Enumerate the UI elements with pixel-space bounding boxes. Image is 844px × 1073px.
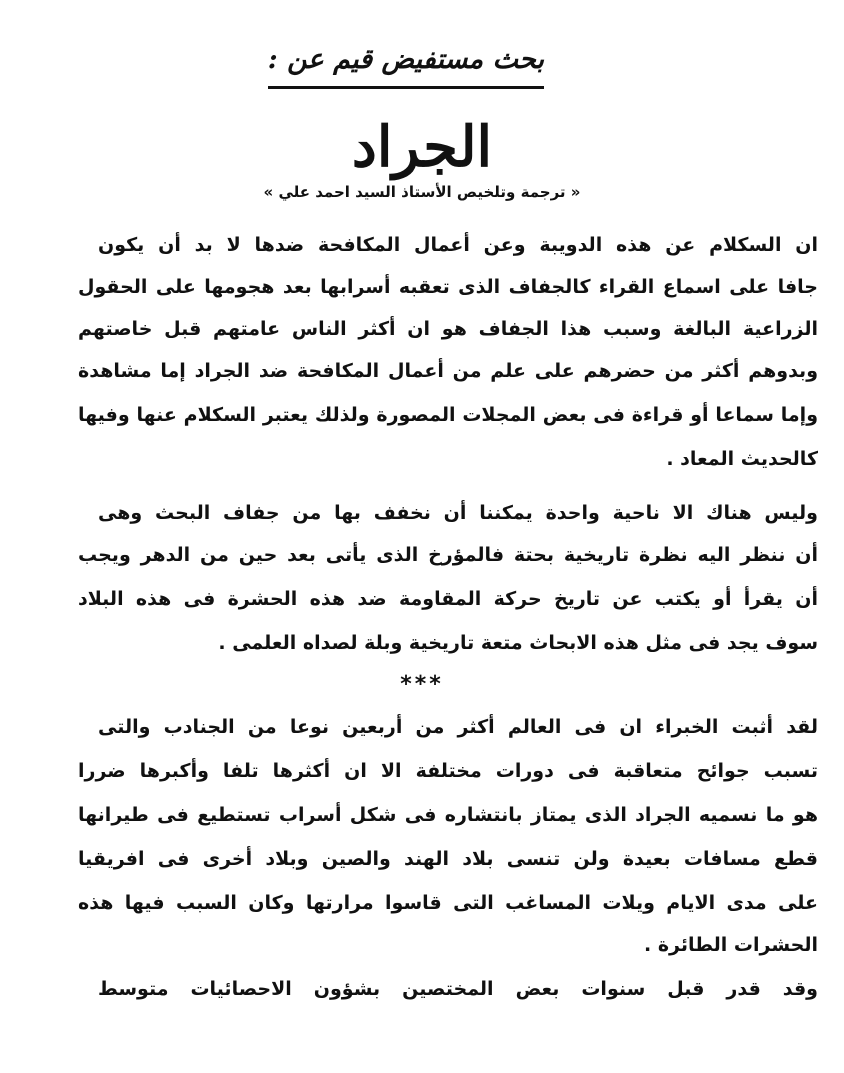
paragraph-1-line-4: وبدوهم أكثر من حضرهم على علم من أعمال المكافحة ضد الجراد إما مشاهدة bbox=[78, 360, 818, 382]
paragraph-2-line-4: سوف يجد فى مثل هذه الابحاث متعة تاريخية وبلة لصداه العلمى . bbox=[218, 632, 818, 654]
paragraph-3-line-3: هو ما نسميه الجراد الذى يمتاز بانتشاره فى شكل أسراب تستطيع فى طيرانها bbox=[78, 804, 818, 826]
paragraph-3-line-1: لقد أثبت الخبراء ان فى العالم أكثر من أربعين نوعا من الجنادب والتى bbox=[98, 716, 818, 738]
paragraph-3-line-2: تسبب جوائح متعاقبة فى دورات مختلفة الا ان أكثرها تلفا وأكبرها ضررا bbox=[78, 760, 818, 782]
article-byline: « ترجمة وتلخيص الأستاذ السيد احمد علي » bbox=[263, 183, 581, 201]
paragraph-1-line-3: الزراعية البالغة وسبب هذا الجفاف هو ان أكثر الناس عامتهم قبل خاصتهم bbox=[78, 318, 818, 340]
section-kicker: بحث مستفيض قيم عن : bbox=[268, 40, 544, 89]
paragraph-1-line-6: كالحديث المعاد . bbox=[666, 448, 818, 470]
paragraph-1-line-5: وإما سماعا أو قراءة فى بعض المجلات المصورة ولذلك يعتبر السكلام عنها وفيها bbox=[78, 404, 818, 426]
paragraph-3-line-6: الحشرات الطائرة . bbox=[643, 934, 818, 956]
paragraph-2-line-2: أن ننظر اليه نظرة تاريخية بحتة فالمؤرخ الذى يأتى بعد حين من الدهر ويجب bbox=[78, 544, 818, 566]
article-title: الجراد bbox=[351, 114, 493, 180]
paragraph-2-line-1: وليس هناك الا ناحية واحدة يمكننا أن نخفف بها من جفاف البحث وهى bbox=[98, 502, 818, 524]
paragraph-1-line-1: ان السكلام عن هذه الدويبة وعن أعمال المكافحة ضدها لا بد أن يكون bbox=[98, 234, 818, 256]
paragraph-3-line-5: على مدى الايام ويلات المساغب التى قاسوا مرارتها وكان السبب فيها هذه bbox=[78, 892, 818, 914]
paragraph-1-line-2: جافا على اسماع القراء كالجفاف الذى تعقبه أسرابها بعد هجومها على الحقول bbox=[78, 276, 818, 298]
paragraph-2-line-3: أن يقرأ أو يكتب عن تاريخ حركة المقاومة ضد هذه الحشرة فى هذه البلاد bbox=[78, 588, 818, 610]
section-separator: *** bbox=[400, 672, 444, 697]
paragraph-3-line-4: قطع مسافات بعيدة ولن تنسى بلاد الهند والصين وبلاد أخرى فى افريقيا bbox=[78, 848, 818, 870]
paragraph-4-line-1: وقد قدر قبل سنوات بعض المختصين بشؤون الاحصائيات متوسط bbox=[98, 978, 818, 1000]
